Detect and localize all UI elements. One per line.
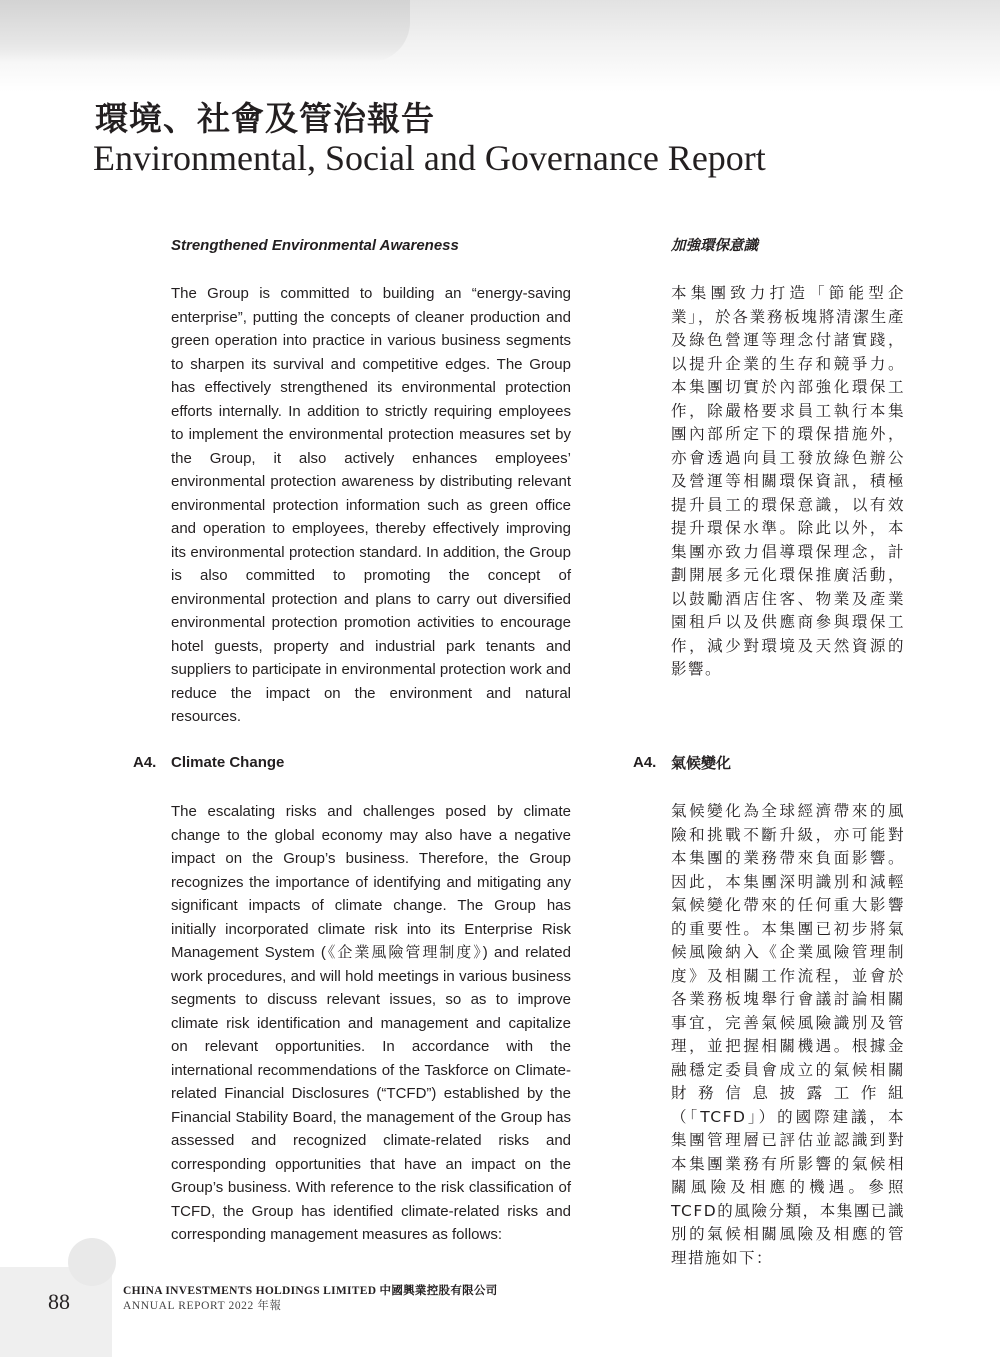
footer-report-title: ANNUAL REPORT 2022 年報 [123, 1300, 282, 1312]
footer-company-name: CHINA INVESTMENTS HOLDINGS LIMITED 中國興業控股有限公司 [123, 1285, 498, 1297]
paragraph-climate-zh: 氣候變化為全球經濟帶來的風險和挑戰不斷升級，亦可能對本集團的業務帶來負面影響。因此，本集團深明識別和減輕氣候變化帶來的任何重大影響的重要性。本集團已初步將氣候風險納入《企業風險管理制度》及相關工作流程，並會於各業務板塊舉行會議討論相關事宜，完善氣候風險識別及管理，並把握相關機遇。根據金融穩定委員會成立的氣候相關財務信息披露工作組（「TCFD」）的國際建議，本集團管理層已評估並認識到對本集團業務有所影響的氣候相關風險及相應的機遇。參照TCFD的風險分類，本集團已識別的氣候相關風險及相應的管理措施如下： [671, 802, 905, 1267]
subheading-awareness-zh: 加強環保意識 [671, 238, 758, 254]
footer-decor-circle [68, 1238, 116, 1286]
paragraph-awareness-en: The Group is committed to building an “energy-saving enterprise”, putting the concepts of cleaner production and green operation into practice in various business segments to sharpen its survival and competitive edges. The Group has effectively strengthened its environmental protection efforts internally. In addition to strictly requiring employees to implement the environmental protection measures set by the Group, it also actively enhances employees’ environmental protection awareness by distributing relevant environmental protection information such as green office and operation to employees, thereby effectively improving its environmental protection standard. In addition, the Group is also committed to promoting the concept of environmental protection and plans to carry out diversified environmental protection promotion activities to encourage hotel guests, property and industrial park tenants and suppliers to participate in environmental protection work and reduce the impact on the environment and natural resources. [171, 285, 571, 725]
section-title-climate-zh: 氣候變化 [671, 754, 732, 772]
section-number-zh: A4. [633, 754, 657, 771]
page-title-en: Environmental, Social and Governance Report [93, 138, 766, 178]
section-number-en: A4. [133, 754, 157, 771]
header-band-shade [0, 0, 410, 62]
paragraph-climate-en: The escalating risks and challenges posed by climate change to the global economy may also have a negative impact on the Group’s business. Therefore, the Group recognizes the importance of identifying and mitigating any significant impacts of climate change. The Group has initially incorporated climate risk into its Enterprise Risk Management System (《企業風險管理制度》) and related work procedures, and will hold meetings in various business segments to discuss relevant issues, so as to improve climate risk identification and management and capitalize on relevant opportunities. In accordance with the international recommendations of the Taskforce on Climate-related Financial Disclosures (“TCFD”) established by the Financial Stability Board, the management of the Group has assessed and recognized climate-related risks and corresponding opportunities that have an impact on the Group’s business. With reference to the risk classification of TCFD, the Group has identified climate-related risks and corresponding management measures as follows: [171, 803, 571, 1243]
section-title-climate-en: Climate Change [171, 754, 285, 771]
page-number: 88 [48, 1289, 70, 1314]
page-title-zh: 環境、社會及管治報告 [95, 99, 435, 138]
subheading-awareness-en: Strengthened Environmental Awareness [171, 237, 459, 254]
paragraph-awareness-zh: 本集團致力打造「節能型企業」，於各業務板塊將清潔生產及綠色營運等理念付諸實踐，以提升企業的生存和競爭力。本集團切實於內部強化環保工作，除嚴格要求員工執行本集團內部所定下的環保措施外，亦會透過向員工發放綠色辦公及營運等相關環保資訊，積極提升員工的環保意識，以有效提升環保水準。除此以外，本集團亦致力倡導環保理念，計劃開展多元化環保推廣活動，以鼓勵酒店住客、物業及產業園租戶以及供應商參與環保工作，減少對環境及天然資源的影響。 [671, 284, 905, 678]
